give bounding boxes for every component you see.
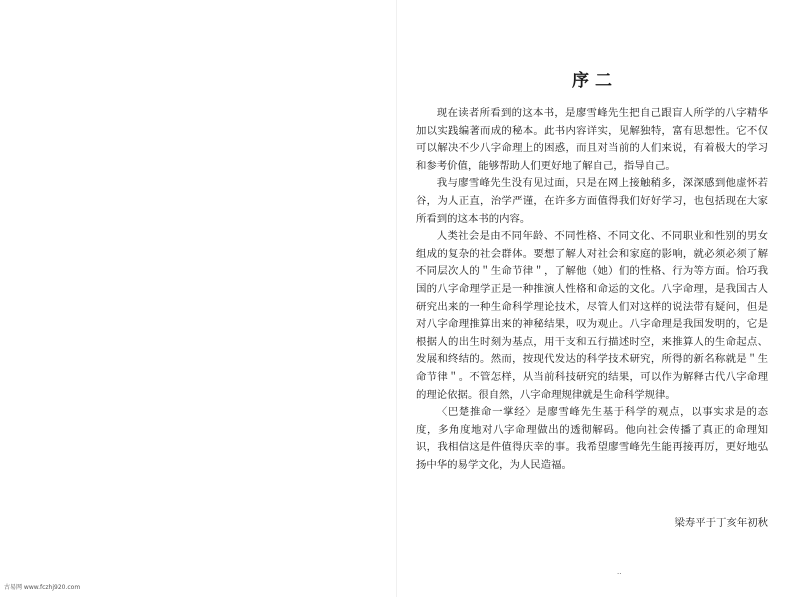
paragraph-1: 现在读者所看到的这本书，是廖雪峰先生把自己跟盲人所学的八字精华加以实践编著而成的秘本。此书内容详实，见解独特，富有思想性。它不仅可以解决不少八字命理上的困惑，而且对当前的人们来说，有着极大的学习和参考价值，能够帮助人们更好地了解自己，指导自己。 bbox=[416, 107, 768, 172]
page-mark: ·· bbox=[617, 570, 622, 578]
page-gutter bbox=[396, 0, 397, 597]
left-blank-page bbox=[0, 0, 396, 597]
paragraph-2: 我与廖雪峰先生没有见过面，只是在网上接触稍多，深深感到他虚怀若谷，为人正直，治学严谨，在许多方面值得我们好好学习，也包括现在大家所看到的这本书的内容。 bbox=[416, 177, 768, 225]
author-signature: 梁寿平于丁亥年初秋 bbox=[674, 517, 768, 529]
paragraph-3: 人类社会是由不同年龄、不同性格、不同文化、不同职业和性别的男女组成的复杂的社会群体。要想了解人对社会和家庭的影响，就必须必须了解不同层次人的＂生命节律＂，了解他（她）们的性格、行为等方面。恰巧我国的八字命理学正是一种推演人性格和命运的文化。八字命理，是我国古人研究出来的一种生命科学理论技术，尽管人们对这样的说法带有疑问，但是对八字命理推算出来的神秘结果，叹为观止。八字命理是我国发明的，它是根据人的出生时刻为基点，用干支和五行描述时空，来推算人的生命起点、发展和终结的。然而，按现代发达的科学技术研究，所得的新名称就是＂生命节律＂。不管怎样，从当前科技研究的结果，可以作为解释古代八字命理的理论依据。很自然，八字命理规律就是生命科学规律。 bbox=[416, 230, 768, 401]
paragraph-4: 〈巴楚推命一掌经〉是廖雪峰先生基于科学的观点，以事实求是的态度，多角度地对八字命理做出的透彻解码。他向社会传播了真正的命理知识，我相信这是件值得庆幸的事。我希望廖雪峰先生能再接再厉，更好地弘扬中华的易学文化，为人民造福。 bbox=[416, 406, 768, 471]
page-title: 序二 bbox=[572, 71, 618, 91]
preface-content bbox=[416, 66, 768, 474]
site-watermark: 古易网 www.fczhj920.com bbox=[4, 584, 81, 591]
